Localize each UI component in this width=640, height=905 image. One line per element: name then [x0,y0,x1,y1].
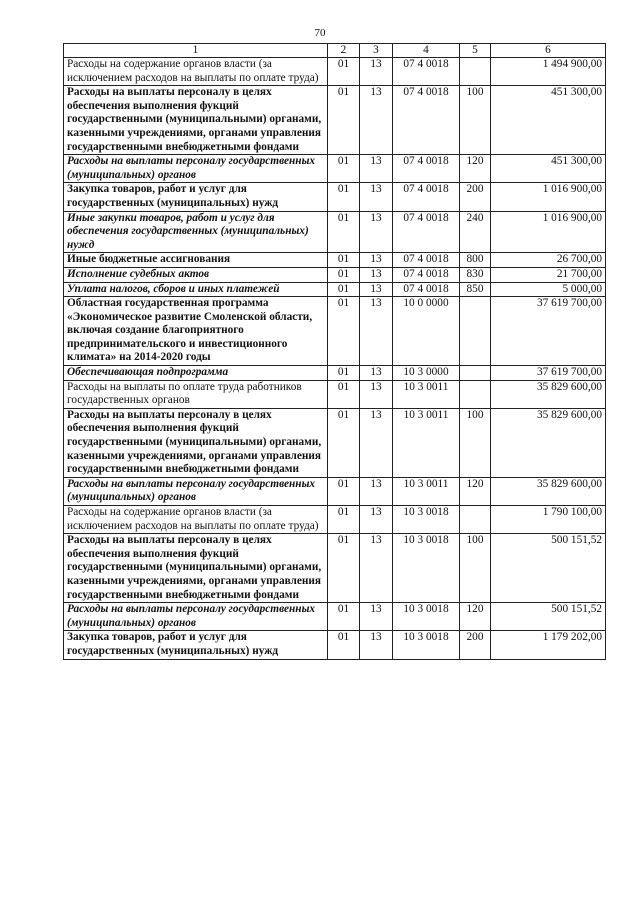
target-article-cell: 07 4 0018 [393,253,460,268]
target-article-cell: 10 3 0018 [393,506,460,534]
amount-cell: 500 151,52 [491,603,606,631]
section-cell: 01 [328,534,360,603]
table-row [64,267,606,282]
expense-type-cell: 100 [460,86,491,155]
row-name-cell: Расходы на выплаты по оплате труда работников государственных органов [64,380,328,408]
table-row [64,282,606,297]
amount-cell: 5 000,00 [491,282,606,297]
table-row [64,506,606,534]
table-row [64,58,606,86]
subsection-cell: 13 [360,253,393,268]
amount-cell: 37 619 700,00 [491,297,606,366]
section-cell: 01 [328,211,360,253]
header-cell: 1 [64,44,328,58]
target-article-cell: 07 4 0018 [393,282,460,297]
section-cell: 01 [328,603,360,631]
amount-cell: 1 790 100,00 [491,506,606,534]
row-name-cell: Расходы на выплаты персоналу государственных (муниципальных) органов [64,155,328,183]
section-cell: 01 [328,183,360,211]
row-name-cell: Расходы на содержание органов власти (за исключением расходов на выплаты по оплате труда) [64,506,328,534]
target-article-cell: 10 3 0018 [393,534,460,603]
row-name-cell: Иные бюджетные ассигнования [64,253,328,268]
header-cell: 5 [460,44,491,58]
section-cell: 01 [328,155,360,183]
section-cell: 01 [328,58,360,86]
amount-cell: 1 016 900,00 [491,211,606,253]
section-cell: 01 [328,297,360,366]
section-cell: 01 [328,267,360,282]
subsection-cell: 13 [360,155,393,183]
subsection-cell: 13 [360,631,393,659]
expense-type-cell: 240 [460,211,491,253]
table-row [64,253,606,268]
amount-cell: 500 151,52 [491,534,606,603]
header-cell: 4 [393,44,460,58]
subsection-cell: 13 [360,380,393,408]
amount-cell: 1 494 900,00 [491,58,606,86]
section-cell: 01 [328,380,360,408]
target-article-cell: 10 3 0018 [393,603,460,631]
expense-type-cell: 120 [460,603,491,631]
subsection-cell: 13 [360,267,393,282]
target-article-cell: 07 4 0018 [393,183,460,211]
amount-cell: 1 016 900,00 [491,183,606,211]
section-cell: 01 [328,366,360,381]
row-name-cell: Закупка товаров, работ и услуг для государственных (муниципальных) нужд [64,631,328,659]
section-cell: 01 [328,408,360,477]
subsection-cell: 13 [360,58,393,86]
row-name-cell: Расходы на содержание органов власти (за исключением расходов на выплаты по оплате труда) [64,58,328,86]
subsection-cell: 13 [360,211,393,253]
subsection-cell: 13 [360,408,393,477]
table-row [64,408,606,477]
row-name-cell: Иные закупки товаров, работ и услуг для обеспечения государственных (муниципальных) нужд [64,211,328,253]
header-cell: 2 [328,44,360,58]
target-article-cell: 07 4 0018 [393,211,460,253]
table-row [64,534,606,603]
expense-type-cell [460,506,491,534]
expense-type-cell: 100 [460,408,491,477]
target-article-cell: 07 4 0018 [393,155,460,183]
section-cell: 01 [328,86,360,155]
amount-cell: 1 179 202,00 [491,631,606,659]
table-row [64,86,606,155]
subsection-cell: 13 [360,282,393,297]
row-name-cell: Расходы на выплаты персоналу в целях обеспечения выполнения фукций государственными (муниципальными) органами, казенными учреждениями, органами управления государственными внебюджетными фондами [64,534,328,603]
row-name-cell: Расходы на выплаты персоналу в целях обеспечения выполнения фукций государственными (муниципальными) органами, казенными учреждениями, органами управления государственными внебюджетными фондами [64,86,328,155]
row-name-cell: Обеспечивающая подпрограмма [64,366,328,381]
header-row [64,44,606,58]
expense-type-cell: 100 [460,534,491,603]
subsection-cell: 13 [360,477,393,505]
amount-cell: 451 300,00 [491,155,606,183]
subsection-cell: 13 [360,366,393,381]
row-name-cell: Расходы на выплаты персоналу государственных (муниципальных) органов [64,603,328,631]
amount-cell: 35 829 600,00 [491,477,606,505]
target-article-cell: 10 3 0000 [393,366,460,381]
row-name-cell: Областная государственная программа «Экономическое развитие Смоленской области, включая создание благоприятного предпринимательского и инвестиционного климата» на 2014-2020 годы [64,297,328,366]
target-article-cell: 07 4 0018 [393,86,460,155]
table-row [64,477,606,505]
subsection-cell: 13 [360,86,393,155]
table-row [64,297,606,366]
section-cell: 01 [328,253,360,268]
table-row [64,380,606,408]
row-name-cell: Закупка товаров, работ и услуг для государственных (муниципальных) нужд [64,183,328,211]
budget-table [63,43,606,660]
expense-type-cell: 120 [460,477,491,505]
subsection-cell: 13 [360,534,393,603]
expense-type-cell [460,58,491,86]
row-name-cell: Расходы на выплаты персоналу в целях обеспечения выполнения фукций государственными (муниципальными) органами, казенными учреждениями, органами управления государственными внебюджетными фондами [64,408,328,477]
amount-cell: 451 300,00 [491,86,606,155]
section-cell: 01 [328,506,360,534]
expense-type-cell [460,297,491,366]
amount-cell: 35 829 600,00 [491,380,606,408]
row-name-cell: Исполнение судебных актов [64,267,328,282]
target-article-cell: 10 3 0011 [393,477,460,505]
amount-cell: 35 829 600,00 [491,408,606,477]
table-row [64,366,606,381]
header-cell: 3 [360,44,393,58]
amount-cell: 21 700,00 [491,267,606,282]
expense-type-cell: 830 [460,267,491,282]
subsection-cell: 13 [360,603,393,631]
target-article-cell: 07 4 0018 [393,58,460,86]
section-cell: 01 [328,282,360,297]
row-name-cell: Расходы на выплаты персоналу государственных (муниципальных) органов [64,477,328,505]
amount-cell: 26 700,00 [491,253,606,268]
table-row [64,183,606,211]
row-name-cell: Уплата налогов, сборов и иных платежей [64,282,328,297]
subsection-cell: 13 [360,506,393,534]
expense-type-cell [460,380,491,408]
expense-type-cell: 120 [460,155,491,183]
target-article-cell: 10 3 0011 [393,408,460,477]
table-row [64,631,606,659]
amount-cell: 37 619 700,00 [491,366,606,381]
section-cell: 01 [328,477,360,505]
target-article-cell: 10 0 0000 [393,297,460,366]
target-article-cell: 07 4 0018 [393,267,460,282]
subsection-cell: 13 [360,297,393,366]
expense-type-cell [460,366,491,381]
expense-type-cell: 200 [460,631,491,659]
expense-type-cell: 800 [460,253,491,268]
target-article-cell: 10 3 0011 [393,380,460,408]
page-number: 70 [314,27,326,39]
expense-type-cell: 200 [460,183,491,211]
header-cell: 6 [491,44,606,58]
subsection-cell: 13 [360,183,393,211]
table-row [64,155,606,183]
expense-type-cell: 850 [460,282,491,297]
section-cell: 01 [328,631,360,659]
table-row [64,603,606,631]
table-row [64,211,606,253]
target-article-cell: 10 3 0018 [393,631,460,659]
